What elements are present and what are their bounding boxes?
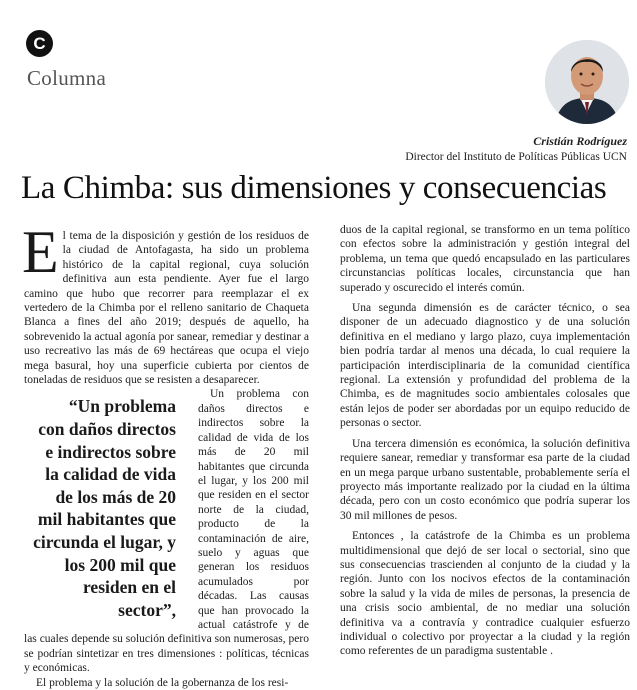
article-paragraph [22,219,309,387]
article-headline: La Chimba: sus dimensiones y consecuencias [21,170,607,206]
author-portrait-icon [545,40,629,124]
drop-cap: E [22,219,59,285]
author-name: Cristián Rodríguez [533,134,627,148]
section-badge: C [26,30,53,57]
article-paragraph: Una segunda dimensión es de carácter técnico, o sea disponer de un adecuado diagnostico y de una solución definitiva en el mediano y largo plazo, cuya implementación bien podría tardar al menos una década, lo cual requiere la participación interdisciplinaria de la comunidad científica regional. La extensión y profundidad del problema de la Chimba, es de magnitudes socio ambientales colosales que están lejos de poder ser abordadas por un equipo reducido de personas o sector. [340,302,630,430]
author-role: Director del Instituto de Políticas Públicas UCN [405,151,627,163]
paragraph-text: Un problema con daños directos e indirectos sobre la calidad de vida de los más de 20 mil habitantes que circunda el lugar, y los 200 mil que residen en el sector norte de la ciudad, producto de la contaminación de aire, suelo y aguas que generan los residuos acumulados por décadas. Las causas que han provocado la actual catástrofe y de las cuales depende su solución definitiva son numerosas, pero se podrían sintetizar en tres dimensiones : políticas, técnicas y económicas. [24,388,309,675]
article-column-right [340,223,630,665]
paragraph-text: l tema de la disposición y gestión de los residuos de la ciudad de Antofagasta, ha sido un problema histórico de la capital regional, cuya solución definitiva aun esta pendiente. Ayer fue el largo camino que hubo que recorrer para reemplazar el ex vertedero de la Chimba por el relleno sanitario de Chaqueta Blanca a fines del año 2019; después de aquello, ha sobrevenido la actual agonía por sanear, remediar y destinar a uso recreativo las más de 69 hectáreas que ocupa el viejo mega basural, hoy una superficie cubierta por cientos de toneladas de residuos que se resisten a desaparecer. [24,230,309,387]
author-photo [545,40,629,124]
article-paragraph: duos de la capital regional, se transformo en un tema político con efectos sobre la administración y gestión integral del problema, un tema que quedó encapsulado en las particulares circunstancias políticas locales, circunstancia que han superado y oscurecido el interés común. [340,224,630,294]
section-label: Columna [27,66,107,90]
author-byline [405,134,627,163]
article-paragraph: Entonces , la catástrofe de la Chimba es un problema multidimensional que dejó de ser local o sectorial, sino que sus consecuencias trascienden al conjunto de la ciudad y la región. Junto con los nocivos efectos de la contaminación sobre la salud y la vida de miles de personas, la presencia de una crisis socio ambiental, de no mediar una solución definitiva va a contravía y contradice cualquier esfuerzo individual o colectivo por proyectar a la ciudad y la región como referentes de un paradigma sustentable . [340,530,630,658]
article-paragraph [24,387,309,675]
article-paragraph: El problema y la solución de la gobernanza de los resi- [36,676,289,689]
pull-quote: “Un problema con daños directos e indirectos sobre la calidad de vida de los más de 20 mil habitantes que circunda el lugar, y los 200 mil que residen en el sector”, [33,396,176,620]
article-paragraph: Una tercera dimensión es económica, la solución definitiva requiere sanear, remediar y transformar esa parte de la ciudad en un mega parque urbano sustentable, probablemente sería el proyecto más importante realizado por la ciudad en la última década, pero con un costo económico que podría superar los 30 mil millones de pesos. [340,437,630,522]
article-column-left [22,219,309,690]
